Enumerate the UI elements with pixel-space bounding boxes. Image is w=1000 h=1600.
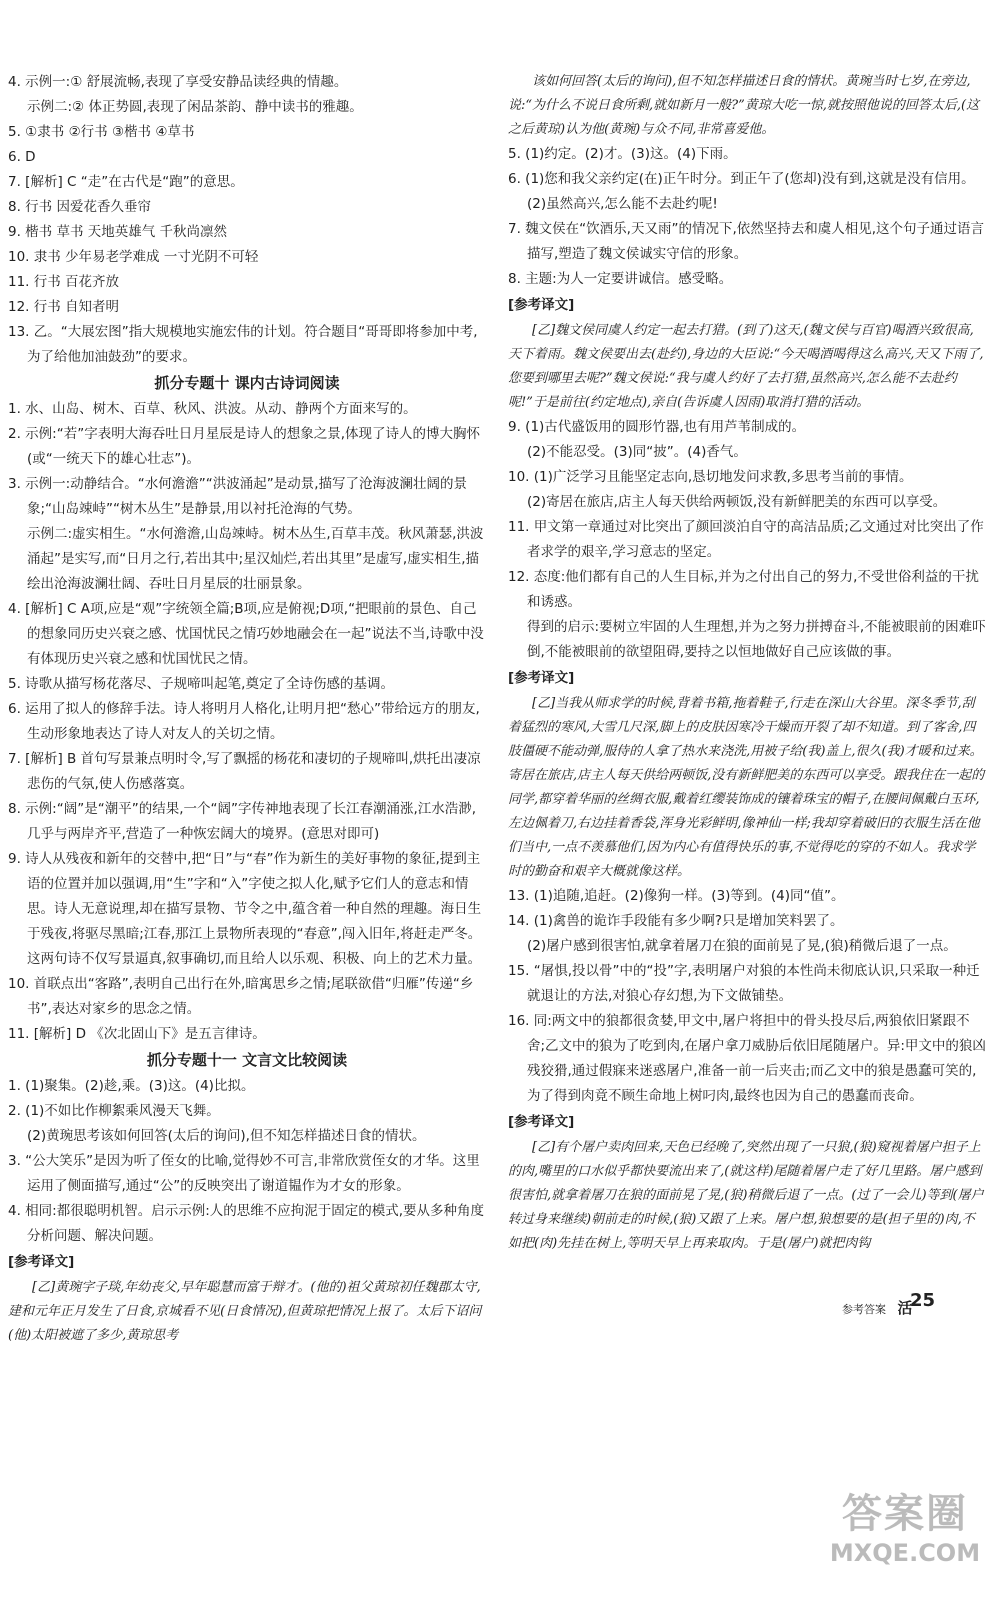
answer-item: 4. 示例一:① 舒展流畅,表现了享受安静品读经典的情趣。 xyxy=(8,74,348,90)
answer-item: 3. 示例一:动静结合。“水何澹澹”“洪波涌起”是动景,描写了沧海波澜壮阔的景象;“山岛竦峙”“树木丛生”是静景,用以衬托沧海的气势。 xyxy=(8,476,467,517)
answer-item: 11. 甲文第一章通过对比突出了颜回淡泊自守的高洁品质;乙文通过对比突出了作者求学的艰辛,学习意志的坚定。 xyxy=(508,519,984,560)
translation-paragraph: [乙]有个屠户卖肉回来,天色已经晚了,突然出现了一只狼,(狼)窥视着屠户担子上的肉,嘴里的口水似乎都快要流出来了,(就这样)尾随着屠户走了好几里路。屠户感到很害怕,就拿着屠刀在狼的面前晃了晃,(狼)稍微后退了一点。(过了一会儿)等到(屠户转过身来继续)朝前走的时候,(狼)又跟了上来。屠户想,狼想要的是(担子里的)肉,不如把(肉)先挂在树上,等明天早上再来取肉。于是(屠户)就把肉钩 xyxy=(508,1140,984,1251)
answer-item: 10. 隶书 少年易老学难成 一寸光阴不可轻 xyxy=(8,249,259,265)
answer-item: 7. [解析] C “走”在古代是“跑”的意思。 xyxy=(8,174,244,190)
answer-item: 14. (1)禽兽的诡诈手段能有多少啊?只是增加笑料罢了。 xyxy=(508,913,844,929)
answer-item: 11. 行书 百花齐放 xyxy=(8,274,120,290)
answer-item: 8. 行书 因爱花香久垂帘 xyxy=(8,199,151,215)
translation-paragraph: 该如何回答(太后的询问),但不知怎样描述日食的情状。黄琬当时七岁,在旁边,说:“为什么不说日食所剩,就如新月一般?”黄琼大吃一惊,就按照他说的回答太后,(这之后黄琼)认为他(黄琬)与众不同,非常喜爱他。 xyxy=(508,74,980,137)
footer-sub-label: 活 xyxy=(897,1299,913,1317)
answer-item: 5. ①隶书 ②行书 ③楷书 ④草书 xyxy=(8,124,195,140)
answer-item: 13. (1)追随,追赶。(2)像狗一样。(3)等到。(4)同“值”。 xyxy=(508,888,845,904)
answer-item: 5. 诗歌从描写杨花落尽、子规啼叫起笔,奠定了全诗伤感的基调。 xyxy=(8,676,394,692)
answer-item: 6. 运用了拟人的修辞手法。诗人将明月人格化,让明月把“愁心”带给远方的朋友,生动形象地表达了诗人对友人的关切之情。 xyxy=(8,701,480,742)
answer-item: 5. (1)约定。(2)才。(3)这。(4)下雨。 xyxy=(508,146,737,162)
answer-item: 12. 态度:他们都有自己的人生目标,并为之付出自己的努力,不受世俗利益的干扰和诱惑。 xyxy=(508,569,979,610)
answer-item: 得到的启示:要树立牢固的人生理想,并为之努力拼搏奋斗,不能被眼前的困难吓倒,不能被眼前的欲望阻碍,要持之以恒地做好自己应该做的事。 xyxy=(527,619,986,660)
answer-item: 7. 魏文侯在“饮酒乐,天又雨”的情况下,依然坚持去和虞人相见,这个句子通过语言描写,塑造了魏文侯诚实守信的形象。 xyxy=(508,221,985,262)
answer-item: 示例二:虚实相生。“水何澹澹,山岛竦峙。树木丛生,百草丰茂。秋风萧瑟,洪波涌起”是实写,而“日月之行,若出其中;星汉灿烂,若出其里”是虚写,虚实相生,描绘出沧海波澜壮阔、吞吐日月星辰的壮丽景象。 xyxy=(27,526,484,592)
answer-item: 13. 乙。“大展宏图”指大规模地实施宏伟的计划。符合题目“哥哥即将参加中考,为了给他加油鼓劲”的要求。 xyxy=(8,324,478,365)
answer-item: 9. 诗人从残夜和新年的交替中,把“日”与“春”作为新生的美好事物的象征,提到主语的位置并加以强调,用“生”字和“入”字使之拟人化,赋予它们人的意志和情思。诗人无意说理,却在描写景物、节令之中,蕴含着一种自然的理趣。海日生于残夜,将驱尽黑暗;江春,那江上景物所表现的“春意”,闯入旧年,将赶走严冬。这两句诗不仅写景逼真,叙事确切,而且给人以乐观、积极、向上的艺术力量。 xyxy=(8,851,482,967)
answer-item: 10. (1)广泛学习且能坚定志向,恳切地发问求教,多思考当前的事情。 xyxy=(508,469,913,485)
right-column xyxy=(508,70,986,1256)
answer-item: 示例二:② 体正势圆,表现了闲品茶韵、静中读书的雅趣。 xyxy=(27,99,363,115)
translation-paragraph: [乙]魏文侯同虞人约定一起去打猎。(到了)这天,(魏文侯与百官)喝酒兴致很高,天下着雨。魏文侯要出去(赴约),身边的大臣说:“今天喝酒喝得这么高兴,天又下雨了,您要到哪里去呢?”魏文侯说:“我与虞人约好了去打猎,虽然高兴,怎么能不去赴约呢!”于是前往(约定地点),亲自(告诉虞人因雨)取消打猎的活动。 xyxy=(508,323,984,410)
reference-translation-label: [参考译文] xyxy=(508,297,575,313)
answer-item: (2)黄琬思考该如何回答(太后的询问),但不知怎样描述日食的情状。 xyxy=(27,1128,426,1144)
section-heading: 抓分专题十一 文言文比较阅读 xyxy=(146,1051,348,1069)
answer-item: (2)不能忍受。(3)同“披”。(4)香气。 xyxy=(527,444,747,460)
watermark-title: 答案圈 xyxy=(842,1491,968,1537)
translation-paragraph: [乙]当我从师求学的时候,背着书箱,拖着鞋子,行走在深山大谷里。深冬季节,刮着猛烈的寒风,大雪几尺深,脚上的皮肤因寒冷干燥而开裂了却不知道。到了客舍,四肢僵硬不能动弹,服侍的人拿了热水来浇洗,用被子给(我)盖上,很久(我)才暖和过来。寄居在旅店,店主人每天供给两顿饭,没有新鲜肥美的东西可以享受。跟我住在一起的同学,都穿着华丽的丝绸衣服,戴着红缨装饰成的镶着珠宝的帽子,在腰间佩戴白玉环,左边佩着刀,右边挂着香袋,浑身光彩鲜明,像神仙一样;我却穿着破旧的衣服生活在他们当中,一点不羡慕他们,因为内心有值得快乐的事,不觉得吃的穿的不如人。我求学时的勤奋和艰辛大概就像这样。 xyxy=(508,696,985,879)
translation-paragraph: [乙]黄琬字子琰,年幼丧父,早年聪慧而富于辩才。(他的)祖父黄琼初任魏郡太守,建和元年正月发生了日食,京城看不见(日食情况),但黄琼把情况上报了。太后下诏问(他)太阳被遮了多少,黄琼思考 xyxy=(8,1280,482,1343)
answer-item: 11. [解析] D 《次北固山下》是五言律诗。 xyxy=(8,1026,266,1042)
answer-item: 2. 示例:“若”字表明大海吞吐日月星辰是诗人的想象之景,体现了诗人的博大胸怀(或“一统天下的雄心壮志”)。 xyxy=(8,426,480,467)
answer-item: 10. 首联点出“客路”,表明自己出行在外,暗寓思乡之情;尾联欲借“归雁”传递“乡书”,表达对家乡的思念之情。 xyxy=(8,976,474,1017)
answer-item: 3. “公大笑乐”是因为听了侄女的比喻,觉得妙不可言,非常欣赏侄女的才华。这里运用了侧面描写,通过“公”的反映突出了谢道韫作为才女的形象。 xyxy=(8,1153,480,1194)
watermark-url: MXQE.COM xyxy=(829,1539,981,1567)
answer-item: 16. 同:两文中的狼都很贪婪,甲文中,屠户将担中的骨头投尽后,两狼依旧紧跟不舍;乙文中的狼为了吃到肉,在屠户拿刀威胁后依旧尾随屠户。异:甲文中的狼凶残狡猾,通过假寐来迷惑屠户,准备一前一后夹击;而乙文中的狼是愚蠢可笑的,为了得到肉竟不顾生命地上树叼肉,最终也因为自己的愚蠢而丧命。 xyxy=(508,1013,986,1104)
footer-label xyxy=(842,1296,913,1322)
answer-item: 8. 示例:“阔”是“潮平”的结果,一个“阔”字传神地表现了长江春潮涌涨,江水浩渺,几乎与两岸齐平,营造了一种恢宏阔大的境界。(意思对即可) xyxy=(8,801,477,842)
answer-item: 2. (1)不如比作柳絮乘风漫天飞舞。 xyxy=(8,1103,220,1119)
answer-item: 9. 楷书 草书 天地英雄气 千秋尚凛然 xyxy=(8,224,228,240)
page-number: 25 xyxy=(910,1290,936,1311)
answer-item: (2)屠户感到很害怕,就拿着屠刀在狼的面前晃了晃,(狼)稍微后退了一点。 xyxy=(527,938,957,954)
answer-item: (2)寄居在旅店,店主人每天供给两顿饭,没有新鲜肥美的东西可以享受。 xyxy=(527,494,947,510)
answer-item: 4. 相同:都很聪明机智。启示示例:人的思维不应拘泥于固定的模式,要从多种角度分析问题、解决问题。 xyxy=(8,1203,485,1244)
answer-item: 1. 水、山岛、树木、百草、秋风、洪波。从动、静两个方面来写的。 xyxy=(8,401,417,417)
section-heading: 抓分专题十 课内古诗词阅读 xyxy=(154,374,340,392)
answer-item: 15. “屠惧,投以骨”中的“投”字,表明屠户对狼的本性尚未彻底认识,只采取一种迁就退让的方法,对狼心存幻想,为下文做铺垫。 xyxy=(508,963,980,1004)
answer-item: 6. (1)您和我父亲约定(在)正午时分。到正午了(您却)没有到,这就是没有信用。 xyxy=(508,171,975,187)
answer-item: 4. [解析] C A项,应是“观”字统领全篇;B项,应是俯视;D项,“把眼前的景色、自己的想象同历史兴衰之感、忧国忧民之情巧妙地融会在一起”说法不当,诗歌中没有体现历史兴衰之感和忧国忧民之情。 xyxy=(8,601,484,667)
watermark-logo xyxy=(820,1490,990,1568)
reference-translation-label: [参考译文] xyxy=(508,1114,575,1130)
reference-translation-label: [参考译文] xyxy=(508,670,575,686)
answer-item: 1. (1)聚集。(2)趁,乘。(3)这。(4)比拟。 xyxy=(8,1078,255,1094)
answer-item: 8. 主题:为人一定要讲诚信。感受略。 xyxy=(508,271,733,287)
reference-translation-label: [参考译文] xyxy=(8,1254,75,1270)
answer-item: (2)虽然高兴,怎么能不去赴约呢! xyxy=(527,196,718,212)
left-column xyxy=(8,70,486,1348)
answer-item: 6. D xyxy=(8,149,36,165)
answer-item: 7. [解析] B 首句写景兼点明时令,写了飘摇的杨花和凄切的子规啼叫,烘托出凄凉悲伤的气氛,使人伤感落寞。 xyxy=(8,751,481,792)
answer-item: 12. 行书 自知者明 xyxy=(8,299,120,315)
answer-item: 9. (1)古代盛饭用的圆形竹器,也有用芦苇制成的。 xyxy=(508,419,806,435)
footer-answer-label: 参考答案 xyxy=(842,1303,886,1316)
